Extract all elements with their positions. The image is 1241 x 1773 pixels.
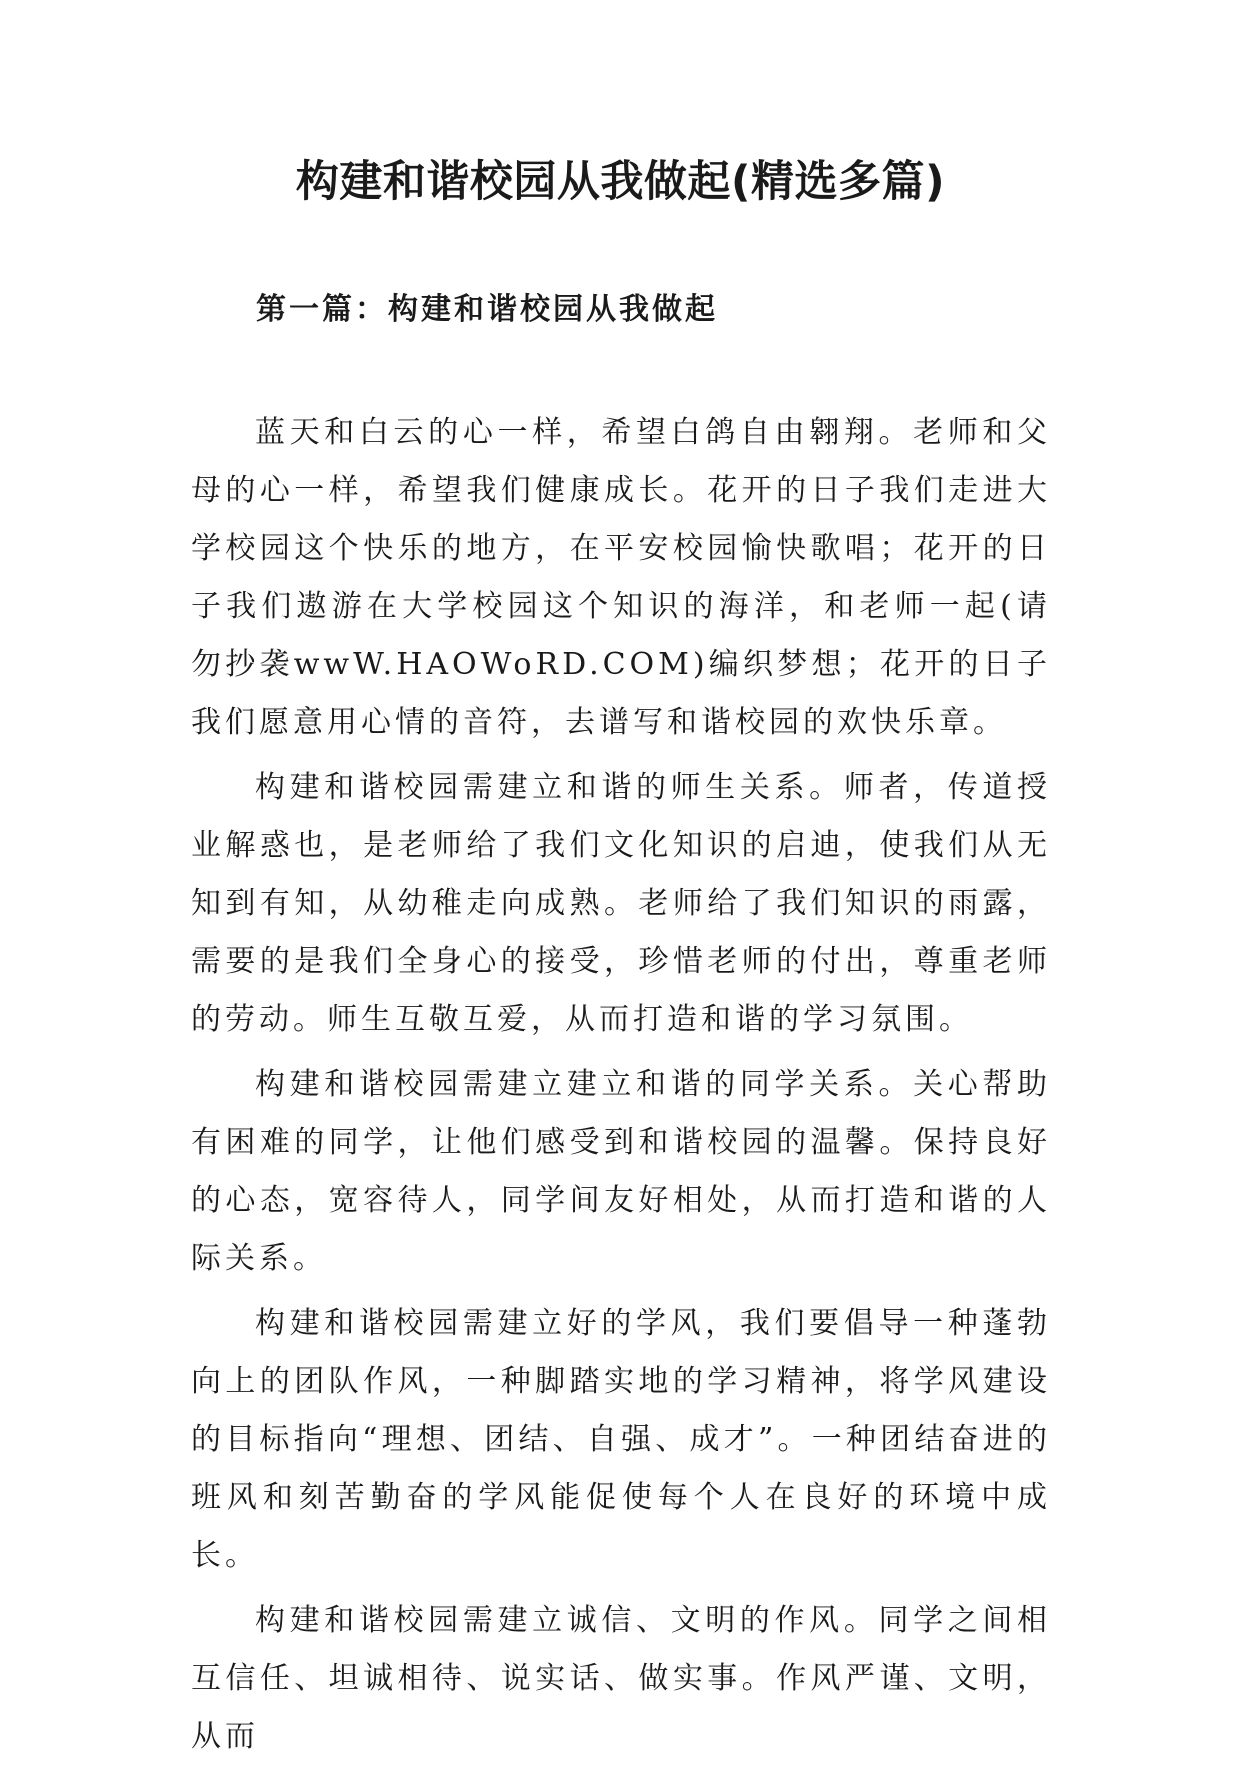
paragraph: 构建和谐校园需建立和谐的师生关系。师者，传道授业解惑也，是老师给了我们文化知识的启迪，使我们从无知到有知，从幼稚走向成熟。老师给了我们知识的雨露，需要的是我们全身心的接受，珍惜老师的付出，尊重老师的劳动。师生互敬互爱，从而打造和谐的学习氛围。 xyxy=(191,770,1051,1037)
paragraph: 构建和谐校园需建立建立和谐的同学关系。关心帮助有困难的同学，让他们感受到和谐校园的温馨。保持良好的心态，宽容待人，同学间友好相处，从而打造和谐的人际关系。 xyxy=(191,1067,1051,1276)
paragraph: 蓝天和白云的心一样，希望白鸽自由翱翔。老师和父母的心一样，希望我们健康成长。花开的日子我们走进大学校园这个快乐的地方，在平安校园愉快歌唱；花开的日子我们遨游在大学校园这个知识的海洋，和老师一起(请勿抄袭wwW.HAOWoRD.COM)编织梦想；花开的日子我们愿意用心情的音符，去谱写和谐校园的欢快乐章。 xyxy=(191,415,1051,740)
document-title: 构建和谐校园从我做起(精选多篇) xyxy=(295,157,946,207)
paragraph: 构建和谐校园需建立诚信、文明的作风。同学之间相互信任、坦诚相待、说实话、做实事。作风严谨、文明，从而 xyxy=(191,1603,1051,1754)
paragraph: 构建和谐校园需建立好的学风，我们要倡导一种蓬勃向上的团队作风，一种脚踏实地的学习精神，将学风建设的目标指向“理想、团结、自强、成才”。一种团结奋进的班风和刻苦勤奋的学风能促使每个人在良好的环境中成长。 xyxy=(191,1306,1051,1573)
section-heading: 第一篇：构建和谐校园从我做起 xyxy=(256,292,718,327)
document-body xyxy=(191,404,1051,1773)
